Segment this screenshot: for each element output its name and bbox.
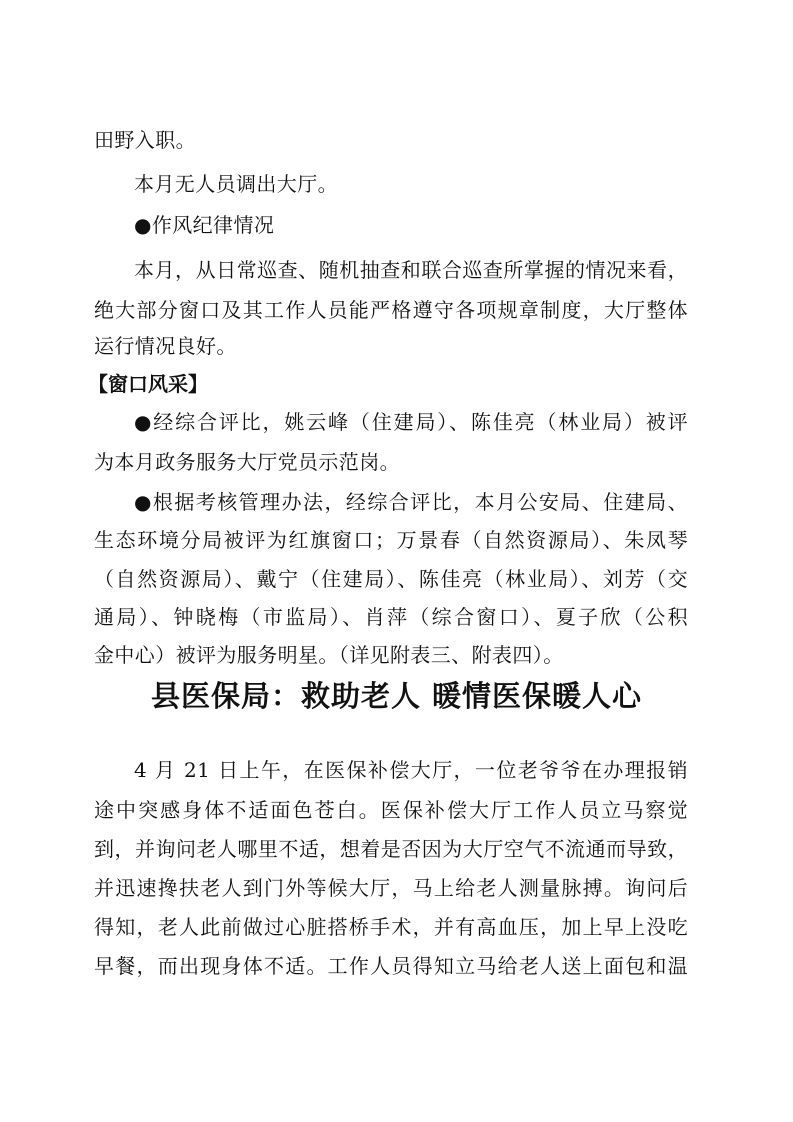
- paragraph-line: 为本月政务服务大厅党员示范岗。: [94, 450, 400, 474]
- text-line: 本月无人员调出大厅。: [134, 172, 338, 196]
- paragraph-line: 生态环境分局被评为红旗窗口；万景春（自然资源局）、朱凤琴: [94, 528, 688, 552]
- paragraph-line: 途中突感身体不适面色苍白。医保补偿大厅工作人员立马察觉: [94, 798, 688, 822]
- paragraph-line: 通局）、钟晓梅（市监局）、肖萍（综合窗口）、夏子欣（公积: [94, 605, 688, 629]
- paragraph-line: 早餐，而出现身体不适。工作人员得知立马给老人送上面包和温: [94, 954, 688, 978]
- section-heading: 【窗口风采】: [88, 372, 208, 396]
- text-line: 田野入职。: [94, 128, 196, 152]
- paragraph-line: 金中心）被评为服务明星。（详见附表三、附表四）。: [94, 643, 564, 667]
- article-title: 县医保局：救助老人 暖情医保暖人心: [150, 679, 643, 713]
- paragraph-line: 并迅速搀扶老人到门外等候大厅，马上给老人测量脉搏。询问后: [94, 876, 688, 900]
- subsection-heading: ●作风纪律情况: [134, 213, 275, 237]
- paragraph-line: 本月，从日常巡查、随机抽查和联合巡查所掌握的情况来看，: [134, 258, 688, 282]
- paragraph-line: 得知，老人此前做过心脏搭桥手术，并有高血压，加上早上没吃: [94, 915, 688, 939]
- paragraph-line: 到，并询问老人哪里不适，想着是否因为大厅空气不流通而导致，: [94, 837, 688, 861]
- paragraph-line: （自然资源局）、戴宁（住建局）、陈佳亮（林业局）、刘芳（交: [94, 567, 688, 591]
- paragraph-line: 运行情况良好。: [94, 334, 237, 358]
- paragraph-line: ●根据考核管理办法，经综合评比，本月公安局、住建局、: [134, 490, 688, 514]
- paragraph-line: 4 月 21 日上午，在医保补偿大厅，一位老爷爷在办理报销: [134, 758, 688, 782]
- paragraph-line: 绝大部分窗口及其工作人员能严格遵守各项规章制度，大厅整体: [94, 298, 688, 322]
- paragraph-line: ●经综合评比，姚云峰（住建局）、陈佳亮（林业局）被评: [134, 410, 688, 434]
